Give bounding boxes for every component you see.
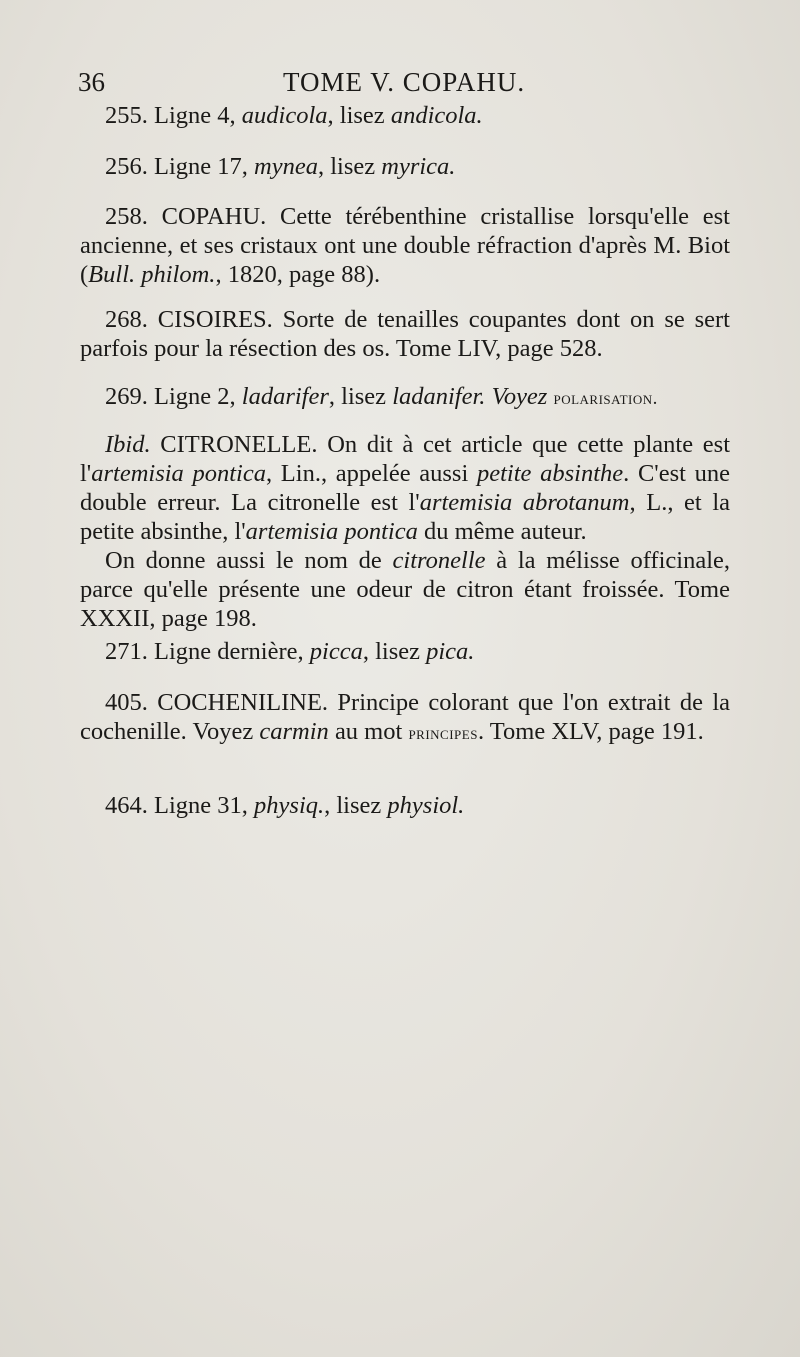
running-head: TOME V. COPAHU. [283,67,526,97]
page-header [78,62,738,102]
erratum-405: 405. COCHENILINE. Principe colorant que l'on extrait de la cochenille. Voyez carmin au mot principes. Tome XLV, page 191. [80,689,730,745]
erratum-256: 256. Ligne 17, mynea, lisez myrica. [105,153,456,180]
entry-number: 269. [105,383,148,410]
entry-number: 405. [105,689,148,716]
wrong-term: physiq. [254,792,325,819]
entry-number: 255. [105,102,148,129]
correct-term: ladanifer. [392,383,486,410]
wrong-term: audicola [241,102,328,129]
erratum-255: 255. Ligne 4, audicola, lisez andicola. [105,102,483,129]
correct-term: myrica. [381,153,456,180]
entry-number: 268. [105,306,148,333]
entry-number: 464. [105,792,148,819]
erratum-269: 269. Ligne 2, ladarifer, lisez ladanifer. Voyez polarisation. [105,383,658,410]
page-number: 36 [78,67,105,97]
erratum-268: 268. CISOIRES. Sorte de tenailles coupantes dont on se sert parfois pour la résection des os. Tome LIV, page 528. [80,306,730,362]
wrong-term: picca [309,638,363,665]
entry-number: 258. [105,203,148,230]
wrong-term: ladarifer [241,383,329,410]
erratum-ibid-citronelle: Ibid. CITRONELLE. On dit à cet article que cette plante est l'artemisia pontica, Lin., appelée aussi petite absinthe. C'est une double erreur. La citronelle est l'artemisia abrotanum, L., et la petite absinthe, l'artemisia pontica du même auteur. On donne aussi le nom de citronelle à la mélisse officinale, parce qu'elle présente une odeur de citron étant froissée. Tome XXXII, page 198. [80,431,730,632]
erratum-258: 258. COPAHU. Cette térébenthine cristallise lorsqu'elle est ancienne, et ses cristaux ont une double réfraction d'après M. Biot (Bull. philom., 1820, page 88). [80,203,730,288]
ibid-label: Ibid. [105,431,151,458]
correct-term: physiol. [387,792,465,819]
entry-number: 271. [105,638,148,665]
erratum-464: 464. Ligne 31, physiq., lisez physiol. [105,792,465,819]
cross-reference: polarisation. [553,388,658,409]
erratum-271: 271. Ligne dernière, picca, lisez pica. [105,638,475,665]
correct-term: andicola. [390,102,483,129]
entry-number: 256. [105,153,148,180]
correct-term: pica. [426,638,475,665]
wrong-term: mynea [254,153,318,180]
bibliographic-reference: Bull. philom. [88,261,216,288]
cross-reference: principes [408,723,478,744]
